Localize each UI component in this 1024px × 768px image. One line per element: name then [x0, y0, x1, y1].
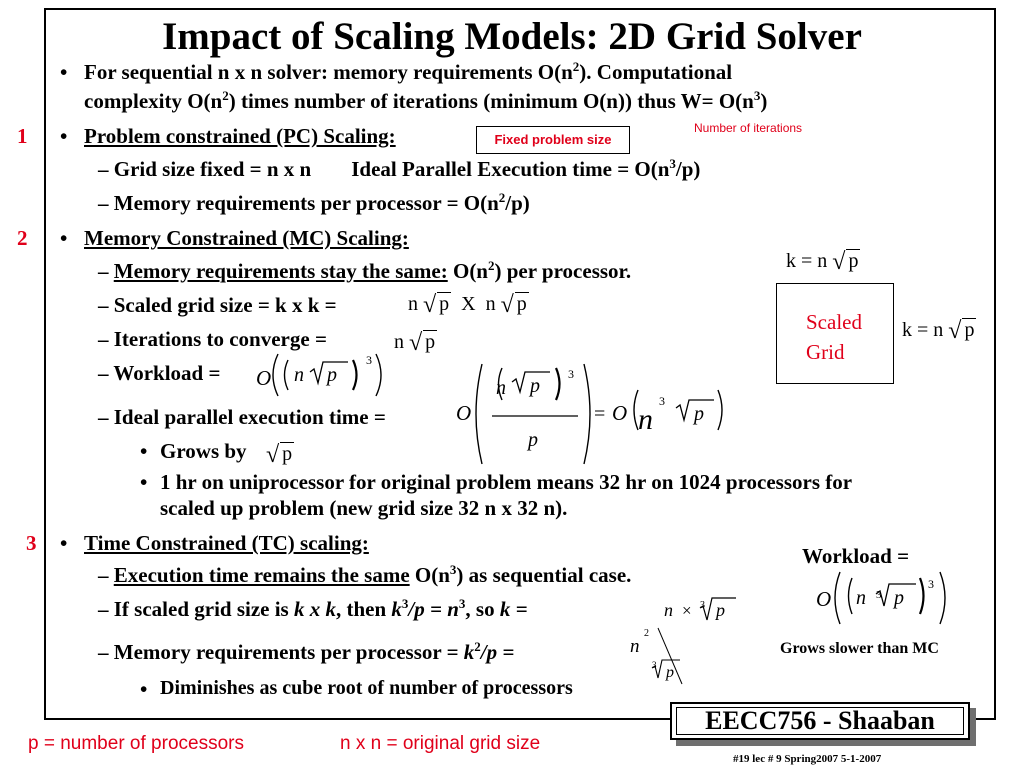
svg-text:3: 3	[652, 660, 657, 670]
formula-n-sqrt-p: n √ p	[394, 330, 436, 356]
formula-ideal-time-mc	[452, 360, 727, 466]
pc-memory-line: – Memory requirements per processor = $O(n^2/p)$	[98, 190, 530, 215]
svg-text:p: p	[528, 429, 538, 451]
mc-note-line-1: 1 hr on uniprocessor for original problem means 32 hr on 1024 processors for	[160, 470, 853, 494]
svg-text:p: p	[666, 664, 674, 681]
mc-workload-line: – Workload =	[98, 361, 221, 385]
svg-text:2: 2	[644, 628, 649, 639]
section-number-1: 1	[17, 124, 28, 148]
bullet: •	[60, 60, 68, 84]
svg-text:O: O	[612, 401, 628, 425]
mc-iterations-line: – Iterations to converge =	[98, 327, 327, 351]
bullet: •	[60, 124, 68, 148]
svg-text:3: 3	[366, 353, 372, 367]
tc-memory-line: – Memory requirements per processor = $k^2/p$ =	[98, 639, 515, 664]
formula-sqrt-p: √ p	[266, 442, 293, 468]
tc-workload-label: Workload =	[802, 544, 910, 568]
bullet: •	[140, 439, 148, 463]
intro-line-1: For sequential n x n solver: memory requirements $O(n^2)$. Computational	[84, 59, 733, 84]
svg-text:n: n	[496, 377, 506, 399]
formula-workload-tc	[812, 568, 957, 628]
svg-text:p: p	[694, 403, 704, 425]
course-label: EECC756 - Shaaban	[670, 702, 970, 740]
svg-text:3: 3	[659, 394, 665, 408]
section-number-2: 2	[17, 226, 28, 250]
intro-line-2: complexity $O(n^2)$ times number of iterations (minimum O(n)) thus $W= O(n^3)$	[84, 88, 768, 113]
fixed-problem-size-box: Fixed problem size	[476, 126, 630, 154]
svg-text:3: 3	[700, 600, 705, 611]
svg-text:3: 3	[876, 589, 882, 601]
formula-k-eq-n-sqrt-p: k = n √ p	[786, 249, 859, 275]
n-definition: n x n = original grid size	[340, 733, 541, 754]
svg-text:O: O	[816, 587, 832, 611]
mc-heading: Memory Constrained (MC) Scaling:	[84, 226, 409, 250]
tc-diminishes: Diminishes as cube root of number of processors	[160, 677, 573, 699]
slide-info: #19 lec # 9 Spring2007 5-1-2007	[733, 753, 882, 765]
tc-grid-line: – If scaled grid size is k x k, then $k^3/p = n^3$, so k =	[98, 596, 528, 621]
svg-text:n: n	[856, 587, 866, 609]
svg-text:n: n	[294, 364, 304, 386]
tc-exec-line: – Execution time remains the same $O(n^3)$ as sequential case.	[98, 562, 632, 587]
formula-workload-mc	[252, 348, 392, 404]
mc-note-line-2: scaled up problem (new grid size 32 n x 32 n).	[160, 496, 568, 520]
mc-ideal-time-line: – Ideal parallel execution time =	[98, 405, 386, 429]
scaled-grid-label: Scaled Grid	[806, 310, 862, 364]
pc-grid-line: – Grid size fixed = n x n Ideal Parallel Execution time = $O(n^3/p)$	[98, 156, 701, 181]
mc-grows-by: Grows by	[160, 439, 247, 463]
svg-text:O: O	[256, 366, 272, 390]
number-of-iterations-label: Number of iterations	[694, 121, 803, 135]
svg-text:3: 3	[928, 577, 934, 591]
slide-title: Impact of Scaling Models: 2D Grid Solver	[162, 15, 862, 58]
bullet: •	[60, 226, 68, 250]
formula-k-eq-n-sqrt-p-side: k = n √ p	[902, 318, 975, 344]
svg-text:n: n	[630, 636, 640, 657]
formula-n2-over-cbrt-p	[624, 622, 694, 686]
svg-text:p: p	[327, 364, 337, 386]
formula-k-n-cbrt-p	[662, 590, 742, 626]
pc-heading: Problem constrained (PC) Scaling:	[84, 124, 396, 148]
svg-text:p: p	[530, 375, 540, 397]
section-number-3: 3	[26, 531, 37, 555]
mc-memory-line: – Memory requirements stay the same: $O(n^2)$ per processor.	[98, 258, 632, 283]
bullet: •	[140, 677, 148, 701]
svg-text:O: O	[456, 401, 472, 425]
svg-text:n: n	[664, 600, 673, 620]
bullet: •	[60, 531, 68, 555]
formula-n-sqrt-p-x-n-sqrt-p: n √ p X n √ p	[408, 292, 527, 318]
svg-text:=: =	[594, 403, 606, 425]
grows-slower-label: Grows slower than MC	[780, 640, 939, 657]
p-definition: p = number of processors	[28, 733, 244, 754]
svg-text:3: 3	[568, 367, 574, 381]
tc-heading: Time Constrained (TC) scaling:	[84, 531, 369, 555]
course-badge	[670, 702, 970, 740]
svg-text:p: p	[716, 600, 725, 620]
svg-text:p: p	[894, 587, 904, 609]
mc-scaled-grid-line: – Scaled grid size = k x k =	[98, 293, 337, 317]
svg-text:×: ×	[682, 601, 692, 620]
bullet: •	[140, 470, 148, 494]
svg-text:n: n	[638, 403, 653, 436]
